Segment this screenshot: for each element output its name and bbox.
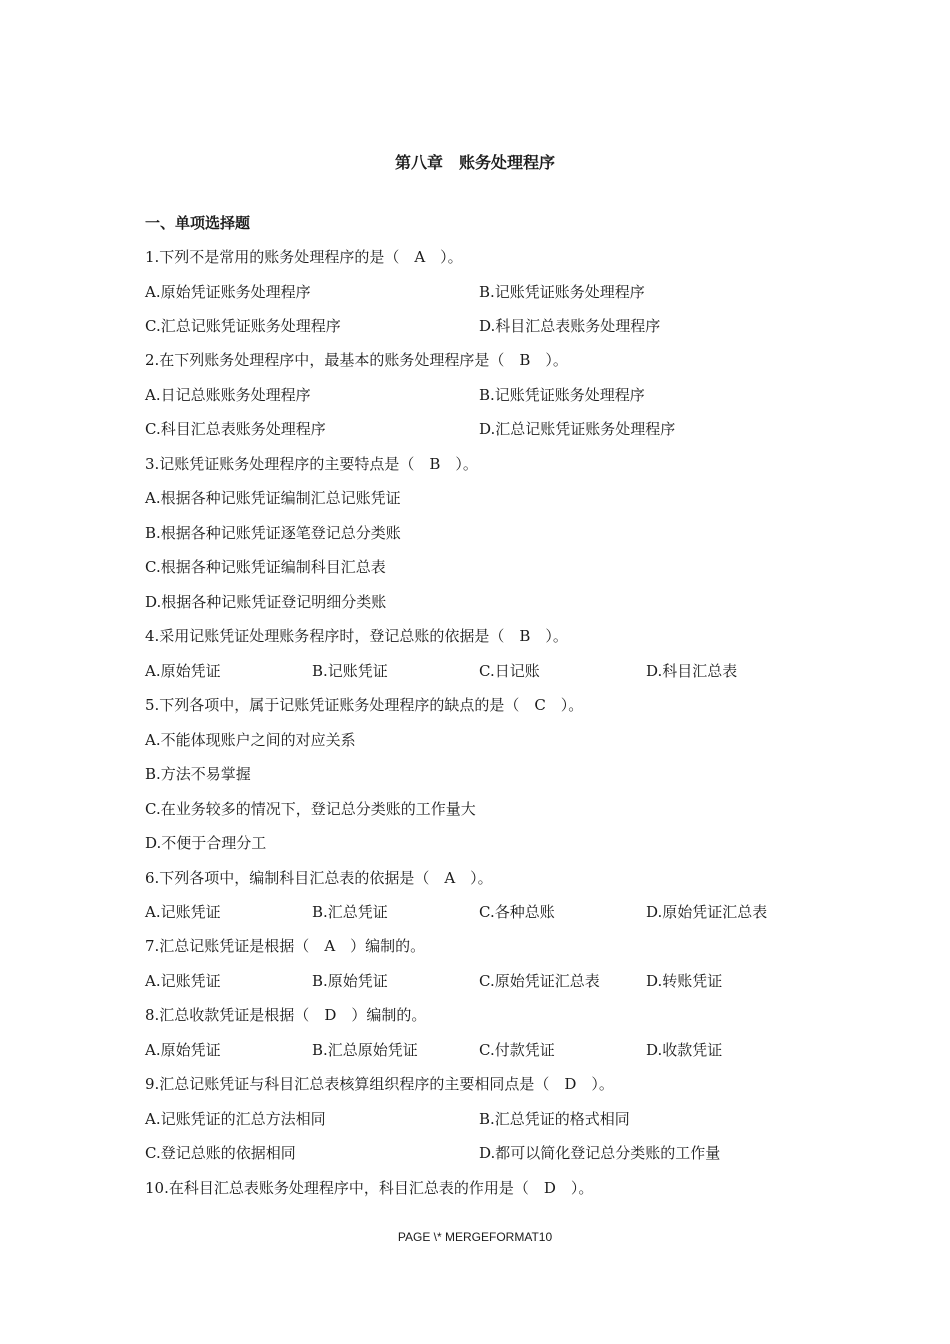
option-9a: A.记账凭证的汇总方法相同	[145, 1110, 326, 1128]
option-7c: C.原始凭证汇总表	[479, 972, 600, 990]
option-2d: D.汇总记账凭证账务处理程序	[479, 420, 676, 438]
question-7: 7.汇总记账凭证是根据（ A ）编制的。	[145, 937, 426, 955]
option-1d: D.科目汇总表账务处理程序	[479, 317, 661, 335]
option-9c: C.登记总账的依据相同	[145, 1144, 296, 1162]
option-3b: B.根据各种记账凭证逐笔登记总分类账	[145, 524, 401, 542]
option-2c: C.科目汇总表账务处理程序	[145, 420, 326, 438]
option-5a: A.不能体现账户之间的对应关系	[145, 731, 356, 749]
option-6a: A.记账凭证	[145, 903, 221, 921]
option-9b: B.汇总凭证的格式相同	[479, 1110, 630, 1128]
question-3: 3.记账凭证账务处理程序的主要特点是（ B ）。	[145, 455, 478, 473]
option-4d: D.科目汇总表	[646, 662, 738, 680]
option-6b: B.汇总凭证	[312, 903, 388, 921]
option-1a: A.原始凭证账务处理程序	[145, 283, 311, 301]
option-8c: C.付款凭证	[479, 1041, 555, 1059]
option-5b: B.方法不易掌握	[145, 765, 251, 783]
option-9d: D.都可以简化登记总分类账的工作量	[479, 1144, 721, 1162]
question-4: 4.采用记账凭证处理账务程序时，登记总账的依据是（ B ）。	[145, 627, 568, 645]
option-1b: B.记账凭证账务处理程序	[479, 283, 645, 301]
question-9: 9.汇总记账凭证与科目汇总表核算组织程序的主要相同点是（ D ）。	[145, 1075, 614, 1093]
question-5: 5.下列各项中，属于记账凭证账务处理程序的缺点的是（ C ）。	[145, 696, 584, 714]
question-1: 1.下列不是常用的账务处理程序的是（ A ）。	[145, 248, 463, 266]
question-10: 10.在科目汇总表账务处理程序中，科目汇总表的作用是（ D ）。	[145, 1179, 594, 1197]
option-4a: A.原始凭证	[145, 662, 221, 680]
chapter-title: 第八章 账务处理程序	[394, 153, 555, 172]
section-heading: 一、单项选择题	[145, 214, 251, 232]
option-3a: A.根据各种记账凭证编制汇总记账凭证	[145, 489, 401, 507]
option-7b: B.原始凭证	[312, 972, 388, 990]
question-8: 8.汇总收款凭证是根据（ D ）编制的。	[145, 1006, 427, 1024]
option-8b: B.汇总原始凭证	[312, 1041, 418, 1059]
option-5c: C.在业务较多的情况下，登记总分类账的工作量大	[145, 800, 476, 818]
option-3d: D.根据各种记账凭证登记明细分类账	[145, 593, 387, 611]
option-7a: A.记账凭证	[145, 972, 221, 990]
option-2b: B.记账凭证账务处理程序	[479, 386, 645, 404]
option-6d: D.原始凭证汇总表	[646, 903, 768, 921]
option-7d: D.转账凭证	[646, 972, 723, 990]
option-3c: C.根据各种记账凭证编制科目汇总表	[145, 558, 386, 576]
option-8d: D.收款凭证	[646, 1041, 723, 1059]
page-footer: PAGE \* MERGEFORMAT10	[397, 1230, 553, 1244]
question-6: 6.下列各项中，编制科目汇总表的依据是（ A ）。	[145, 869, 493, 887]
question-2: 2.在下列账务处理程序中，最基本的账务处理程序是（ B ）。	[145, 351, 568, 369]
option-6c: C.各种总账	[479, 903, 555, 921]
option-2a: A.日记总账账务处理程序	[145, 386, 311, 404]
option-5d: D.不便于合理分工	[145, 834, 267, 852]
option-8a: A.原始凭证	[145, 1041, 221, 1059]
option-4c: C.日记账	[479, 662, 540, 680]
option-1c: C.汇总记账凭证账务处理程序	[145, 317, 341, 335]
option-4b: B.记账凭证	[312, 662, 388, 680]
